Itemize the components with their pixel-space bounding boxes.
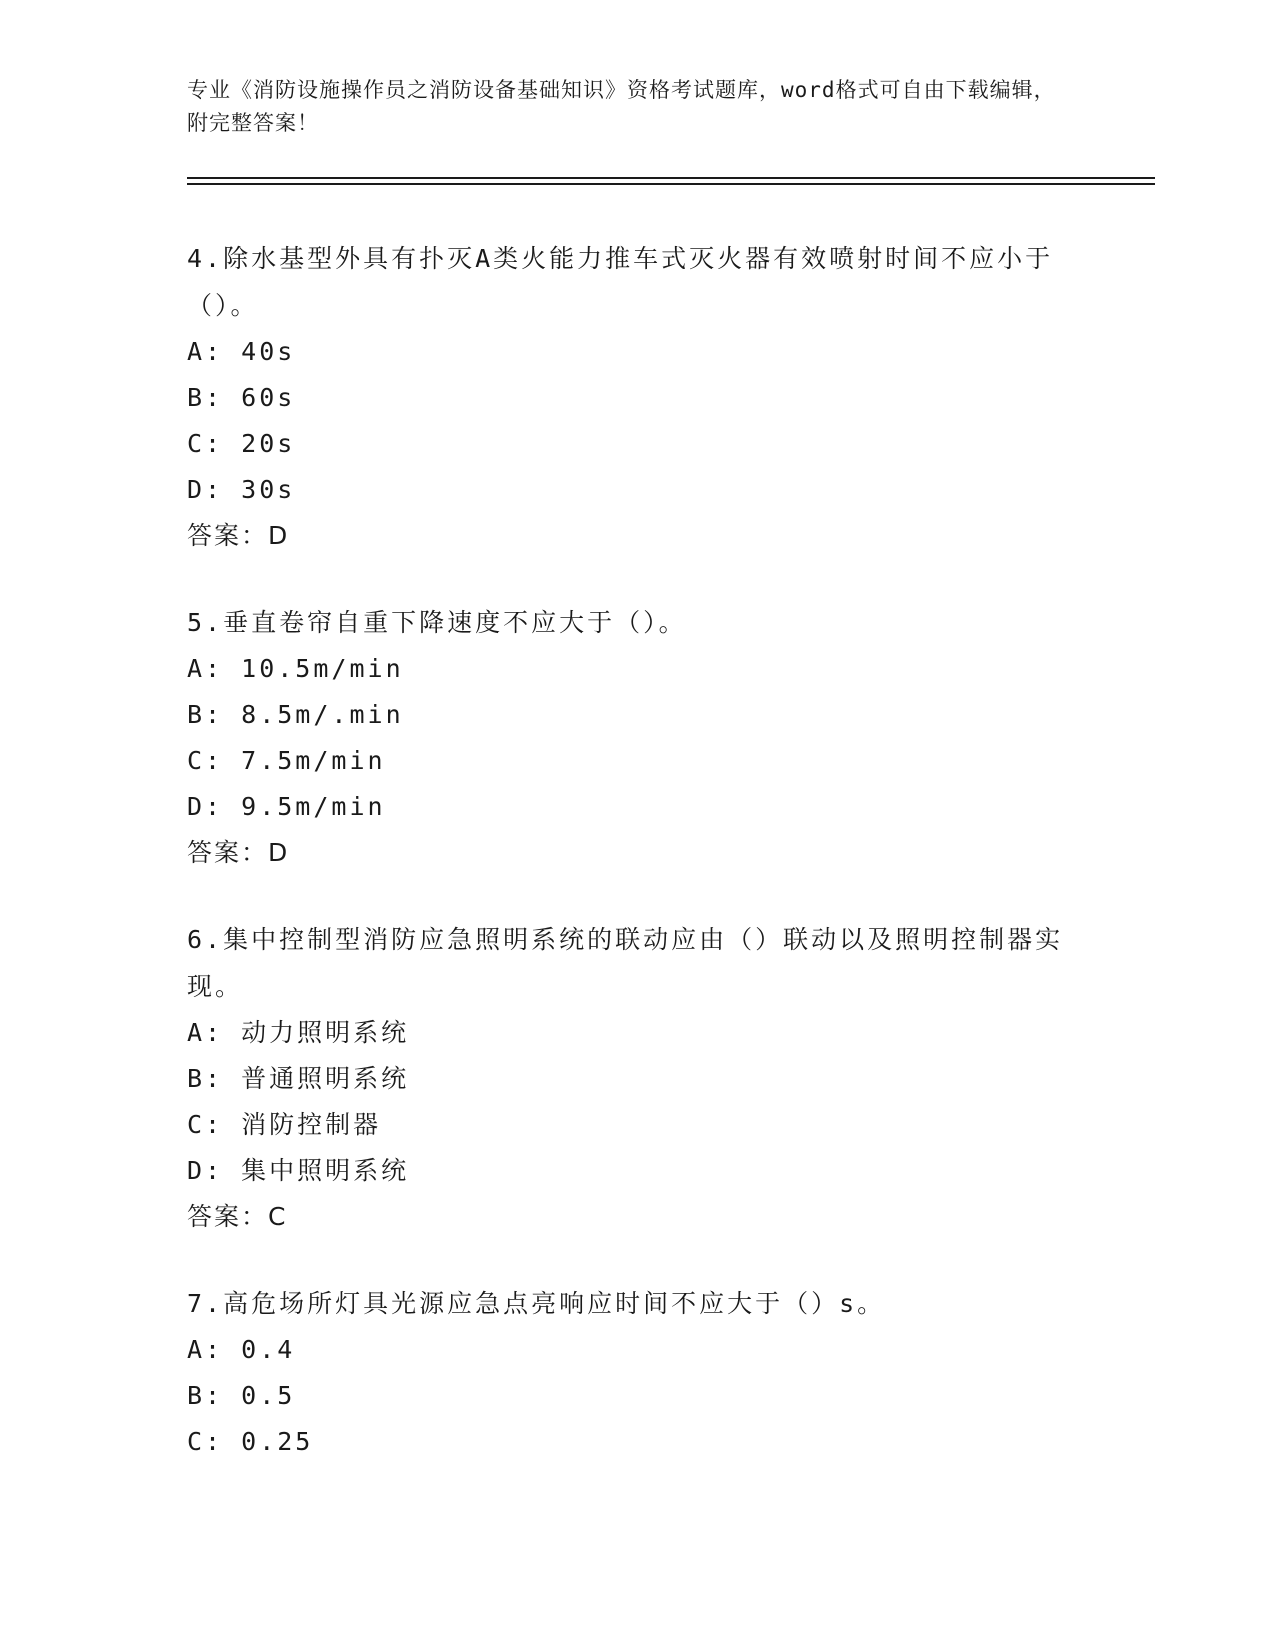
question-stem: 6.集中控制型消防应急照明系统的联动应由（）联动以及照明控制器实现。 — [187, 925, 1064, 1001]
option-c: C: 0.25 — [187, 1427, 314, 1456]
option-d: D: 集中照明系统 — [187, 1156, 410, 1185]
question-stem: 7.高危场所灯具光源应急点亮响应时间不应大于（）s。 — [187, 1289, 886, 1318]
option-b: B: 8.5m/.min — [187, 700, 404, 729]
question-4 — [187, 235, 1067, 559]
option-a: A: 40s — [187, 337, 296, 366]
option-c: C: 20s — [187, 429, 296, 458]
question-stem: 5.垂直卷帘自重下降速度不应大于（）。 — [187, 608, 687, 637]
question-5 — [187, 599, 1067, 876]
question-6 — [187, 916, 1067, 1240]
option-c: C: 7.5m/min — [187, 746, 386, 775]
option-a: A: 动力照明系统 — [187, 1018, 410, 1047]
option-a: A: 10.5m/min — [187, 654, 404, 683]
answer-key: 答案：D — [187, 838, 290, 867]
option-d: D: 9.5m/min — [187, 792, 386, 821]
option-d: D: 30s — [187, 475, 296, 504]
option-b: B: 0.5 — [187, 1381, 296, 1410]
option-b: B: 普通照明系统 — [187, 1064, 410, 1093]
question-list — [187, 235, 1067, 1505]
option-a: A: 0.4 — [187, 1335, 296, 1364]
question-stem: 4.除水基型外具有扑灭A类火能力推车式灭火器有效喷射时间不应小于（）。 — [187, 244, 1054, 320]
answer-key: 答案：C — [187, 1202, 288, 1231]
document-header: 专业《消防设施操作员之消防设备基础知识》资格考试题库，word格式可自由下载编辑，附完整答案！ — [187, 78, 1056, 135]
header-divider-bottom — [187, 183, 1155, 185]
answer-key: 答案：D — [187, 521, 290, 550]
header-divider-top — [187, 177, 1155, 179]
option-c: C: 消防控制器 — [187, 1110, 382, 1139]
option-b: B: 60s — [187, 383, 296, 412]
question-7 — [187, 1280, 1067, 1465]
